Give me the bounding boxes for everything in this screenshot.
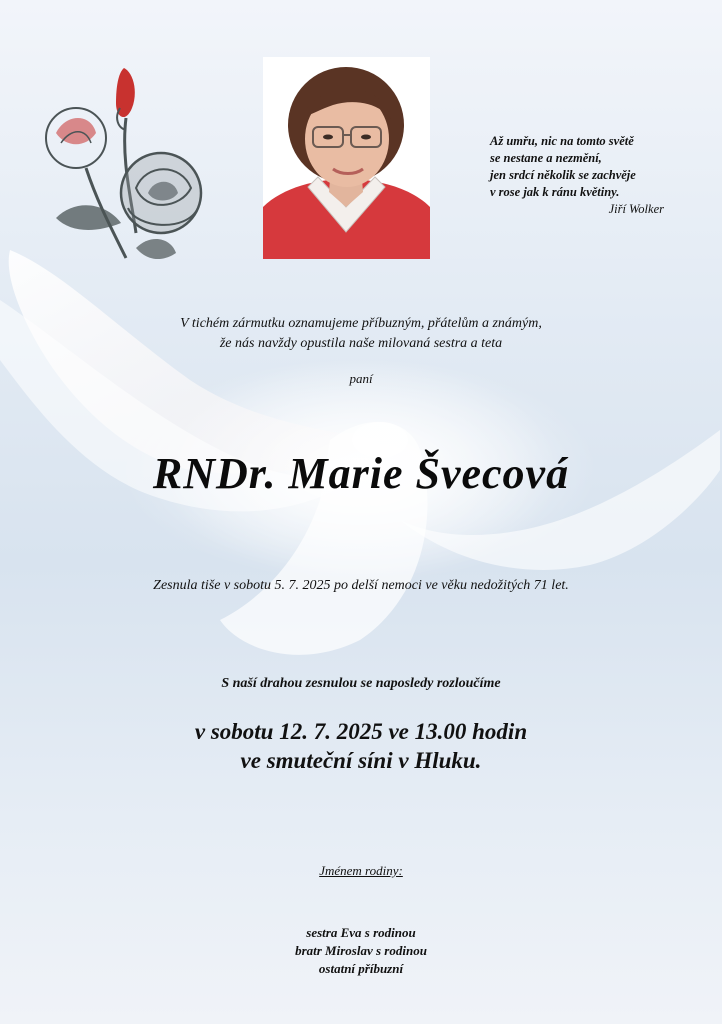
ceremony-details [0,717,722,775]
death-text: Zesnula tiše v sobotu 5. 7. 2025 po delší nemoci ve věku nedožitých 71 let. [153,578,569,593]
intro-line: V tichém zármutku oznamujeme příbuzným, přátelům a známým, [180,316,542,331]
ceremony-date: v sobotu 12. 7. 2025 ve 13.00 hodin [194,719,528,744]
rose-image [36,48,206,278]
poem-line: Až umřu, nic na tomto světě [490,134,634,148]
family-title [0,863,722,879]
family-members [0,924,722,978]
intro-text [0,314,722,354]
poem-line: se nestane a nezmění, [490,151,602,165]
poem-line: v rose jak k ránu květiny. [490,185,620,199]
ceremony-place: ve smuteční síni v Hluku. [240,748,482,773]
family-member: sestra Eva s rodinou [306,925,416,940]
intro-line: že nás navždy opustila naše milovaná sestra a teta [219,336,503,351]
family-member: ostatní příbuzní [318,961,404,976]
poem-block [490,133,700,218]
farewell-text: S naší drahou zesnulou se naposledy rozloučíme [221,676,501,691]
poem-author: Jiří Wolker [608,202,664,216]
family-title-text: Jménem rodiny: [319,863,403,878]
deceased-name: RNDr. Marie Švecová [152,449,570,498]
poem-line: jen srdcí několik se zachvěje [490,168,636,182]
salutation: paní [349,371,373,386]
portrait-image [263,57,430,259]
family-member: bratr Miroslav s rodinou [295,943,427,958]
portrait-photo [263,57,430,259]
